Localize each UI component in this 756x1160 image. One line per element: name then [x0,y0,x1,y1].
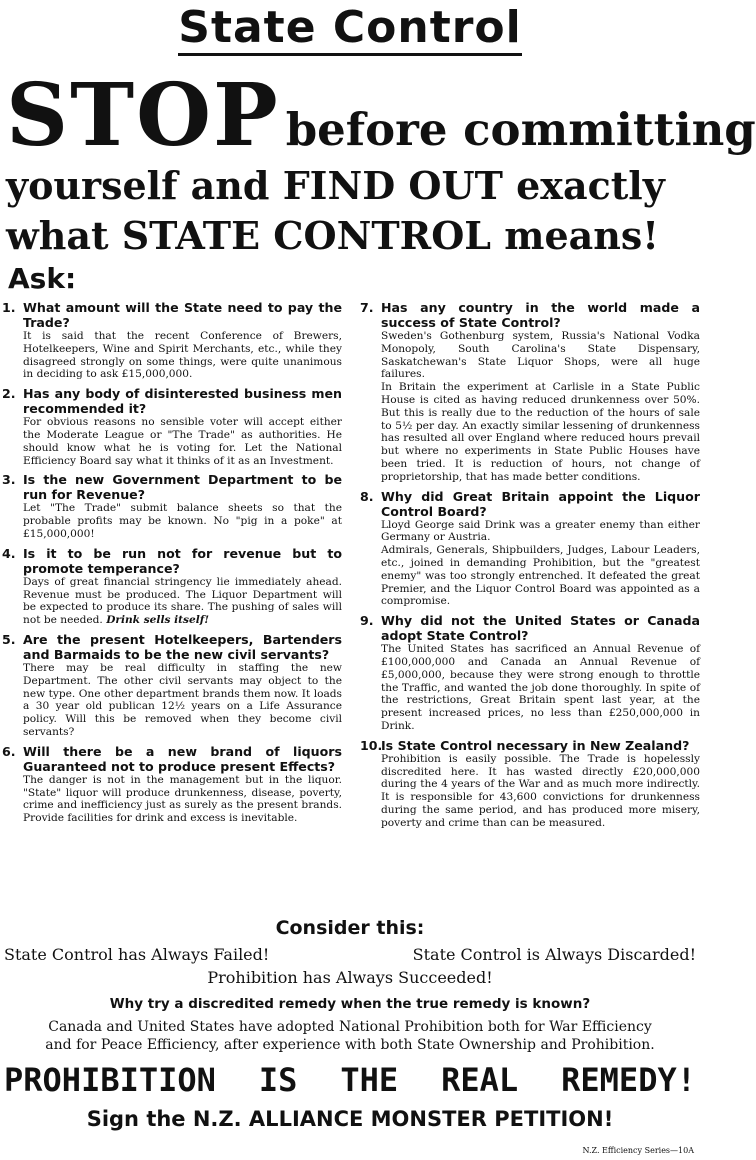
question-text: Has any body of disinterested business men recommended it? [23,386,342,417]
question-answer [381,753,700,830]
question-answer [23,502,342,540]
petition-call: Sign the N.Z. ALLIANCE MONSTER PETITION! [86,1107,614,1131]
remedy-word: REMEDY! [561,1061,696,1099]
question-answer [381,519,700,609]
claim-always-succeeded: Prohibition has Always Succeeded! [207,968,493,987]
headline-line3: what STATE CONTROL means! [6,213,659,258]
answer-text: Admirals, Generals, Shipbuilders, Judges, Labour Leaders, etc., joined in demanding Prohibition, but the "greatest enemy" was too strongly entrenched. It defeated the great Premier, and the Liquor Control Board was appointed as a compromise. [381,544,700,608]
answer-paragraph [23,330,342,381]
question-text: Has any country in the world made a success of State Control? [381,300,700,330]
question-answer [23,416,342,467]
question-heading [360,738,700,753]
answer-text: Prohibition is easily possible. The Trade is hopelessly discredited here. It has wasted directly £20,000,000 during the 4 years of the War and as much more indirectly. It is responsible for 43,600 convictions for drunkenness during the same period, and has produced more misery, poverty and crime than can be measured. [381,752,700,829]
question-number: 5. [2,631,16,647]
answer-paragraph [23,576,342,627]
answer-text: Sweden's Gothenburg system, Russia's National Vodka Monopoly, South Carolina's State Dispensary, Saskatchewan's State Liquor Shops, were all huge failures. [381,330,700,381]
answer-text: Let "The Trade" submit balance sheets so that the probable profits may be known. No "pig in a poke" at £15,000,000! [23,502,342,540]
remedy-word: THE [340,1061,399,1099]
answer-text: The danger is not in the management but in the liquor. "State" liquor will produce drunkenness, disease, poverty, crime and inefficiency just as surely as the present brands. Provide facilities for drink and excess is inevitable. [23,773,342,825]
question-heading [2,386,342,416]
question-heading [360,300,700,330]
answer-paragraph [381,381,700,483]
question-answer [23,576,342,627]
answer-text: It is said that the recent Conference of Brewers, Hotelkeepers, Wine and Spirit Merchants, etc., while they disagreed strongly on some things, were quite unanimous in deciding to ask £15,000,000. [23,330,342,381]
question-text: Are the present Hotelkeepers, Bartenders and Barmaids to be the new civil servants? [23,631,342,662]
answer-text: Lloyd George said Drink was a greater enemy than either Germany or Austria. [381,518,700,544]
answer-emphasis: Drink sells itself! [106,614,209,627]
answer-paragraph [381,544,700,608]
headline-line1-rest: before committing [285,103,756,156]
question-item [360,489,700,609]
question-text: Why did Great Britain appoint the Liquor Control Board? [381,488,700,519]
canada-line-2: and for Peace Efficiency, after experience with both State Ownership and Prohibition. [45,1037,655,1053]
question-item [2,632,342,739]
question-number: 2. [2,386,16,402]
answer-text: Days of great financial stringency lie immediately ahead. Revenue must be produced. The Liquor Department will be expected to produce its share. The pushing of sales will not be needed. [23,575,342,627]
question-text: Is it to be run not for revenue but to promote temperance? [23,545,342,576]
series-label: N.Z. Efficiency Series—10A [582,1146,694,1155]
remedy-word: REAL [441,1061,519,1099]
question-item [2,744,342,825]
question-heading [2,472,342,502]
answer-paragraph [23,416,342,467]
questions-column-left [2,300,342,830]
question-number: 9. [360,613,374,629]
answer-text: For obvious reasons no sensible voter will accept either the Moderate League or "The Trade" as authorities. He should know what he is voting for. Let the National Efficiency Board say what it thinks of it as an Investment. [23,416,342,467]
answer-paragraph [23,774,342,825]
canada-line-1: Canada and United States have adopted National Prohibition both for War Efficiency [48,1019,652,1035]
question-heading [2,546,342,576]
why-question: Why try a discredited remedy when the true remedy is known? [109,996,591,1012]
question-answer [23,662,342,739]
question-heading [2,632,342,662]
question-number: 4. [2,545,16,561]
answer-text: The United States has sacrificed an Annual Revenue of £100,000,000 and Canada an Annual Revenue of £5,000,000, because they were strong enough to throttle the Traffic, and wanted the job done thoroughly. In spite of the restrictions, Great Britain spent last year, at the present increased prices, no less than £250,000,000 in Drink. [381,643,700,732]
question-heading [360,613,700,643]
question-number: 3. [2,472,16,488]
remedy-word: PROHIBITION [4,1061,216,1099]
answer-paragraph [381,643,700,733]
ask-heading: Ask: [8,262,77,295]
question-number: 8. [360,488,374,504]
remedy-word: IS [258,1061,298,1099]
claim-always-failed: State Control has Always Failed! [4,945,270,964]
question-item [2,546,342,627]
answer-paragraph [23,662,342,739]
headline-stop [6,65,756,166]
answer-paragraph [381,330,700,381]
question-text: Why did not the United States or Canada adopt State Control? [381,613,700,644]
consider-heading: Consider this: [275,917,425,939]
answer-text: There may be real difficulty in staffing the new Department. The other civil servants may object to the new type. One other department brands them now. It loads a 30 year old publican 12½ years on a Life Assurance policy. Will this be removed when they become civil servants? [23,661,342,738]
answer-paragraph [23,502,342,540]
page-title: State Control [0,2,700,53]
question-answer [381,643,700,733]
question-item [360,613,700,733]
question-heading [2,744,342,774]
question-answer [23,774,342,825]
answer-paragraph [381,519,700,545]
question-text: Is State Control necessary in New Zealand? [381,737,690,753]
question-item [360,738,700,830]
question-heading [360,489,700,519]
question-answer [23,330,342,381]
canada-statement [30,1018,670,1054]
question-item [360,300,700,484]
headline-line2: yourself and FIND OUT exactly [6,163,665,208]
question-number: 10. [360,737,383,753]
question-item [2,300,342,381]
remedy-banner [4,1060,696,1100]
question-text: Is the new Government Department to be run for Revenue? [23,472,342,503]
question-text: What amount will the State need to pay the Trade? [23,300,342,330]
claim-always-discarded: State Control is Always Discarded! [412,945,696,964]
question-number: 6. [2,743,16,759]
question-number: 7. [360,300,374,315]
question-text: Will there be a new brand of liquors Guaranteed not to produce present Effects? [23,743,342,774]
question-item [2,472,342,540]
questions-column-right [360,300,700,835]
question-answer [381,330,700,484]
stop-word: STOP [6,65,280,166]
question-item [2,386,342,467]
question-number: 1. [2,300,16,315]
answer-text: In Britain the experiment at Carlisle in a State Public House is cited as having reduced drunkenness over 50%. But this is really due to the reduction of the hours of sale to 5½ per day. An exactly similar lessening of drunkenness has resulted all over England where reduced hours prevail but where no experiments in State Public Houses have been tried. It is reduction of hours, not change of proprietorship, that has made better conditions. [381,381,700,483]
question-heading [2,300,342,330]
answer-paragraph [381,753,700,830]
